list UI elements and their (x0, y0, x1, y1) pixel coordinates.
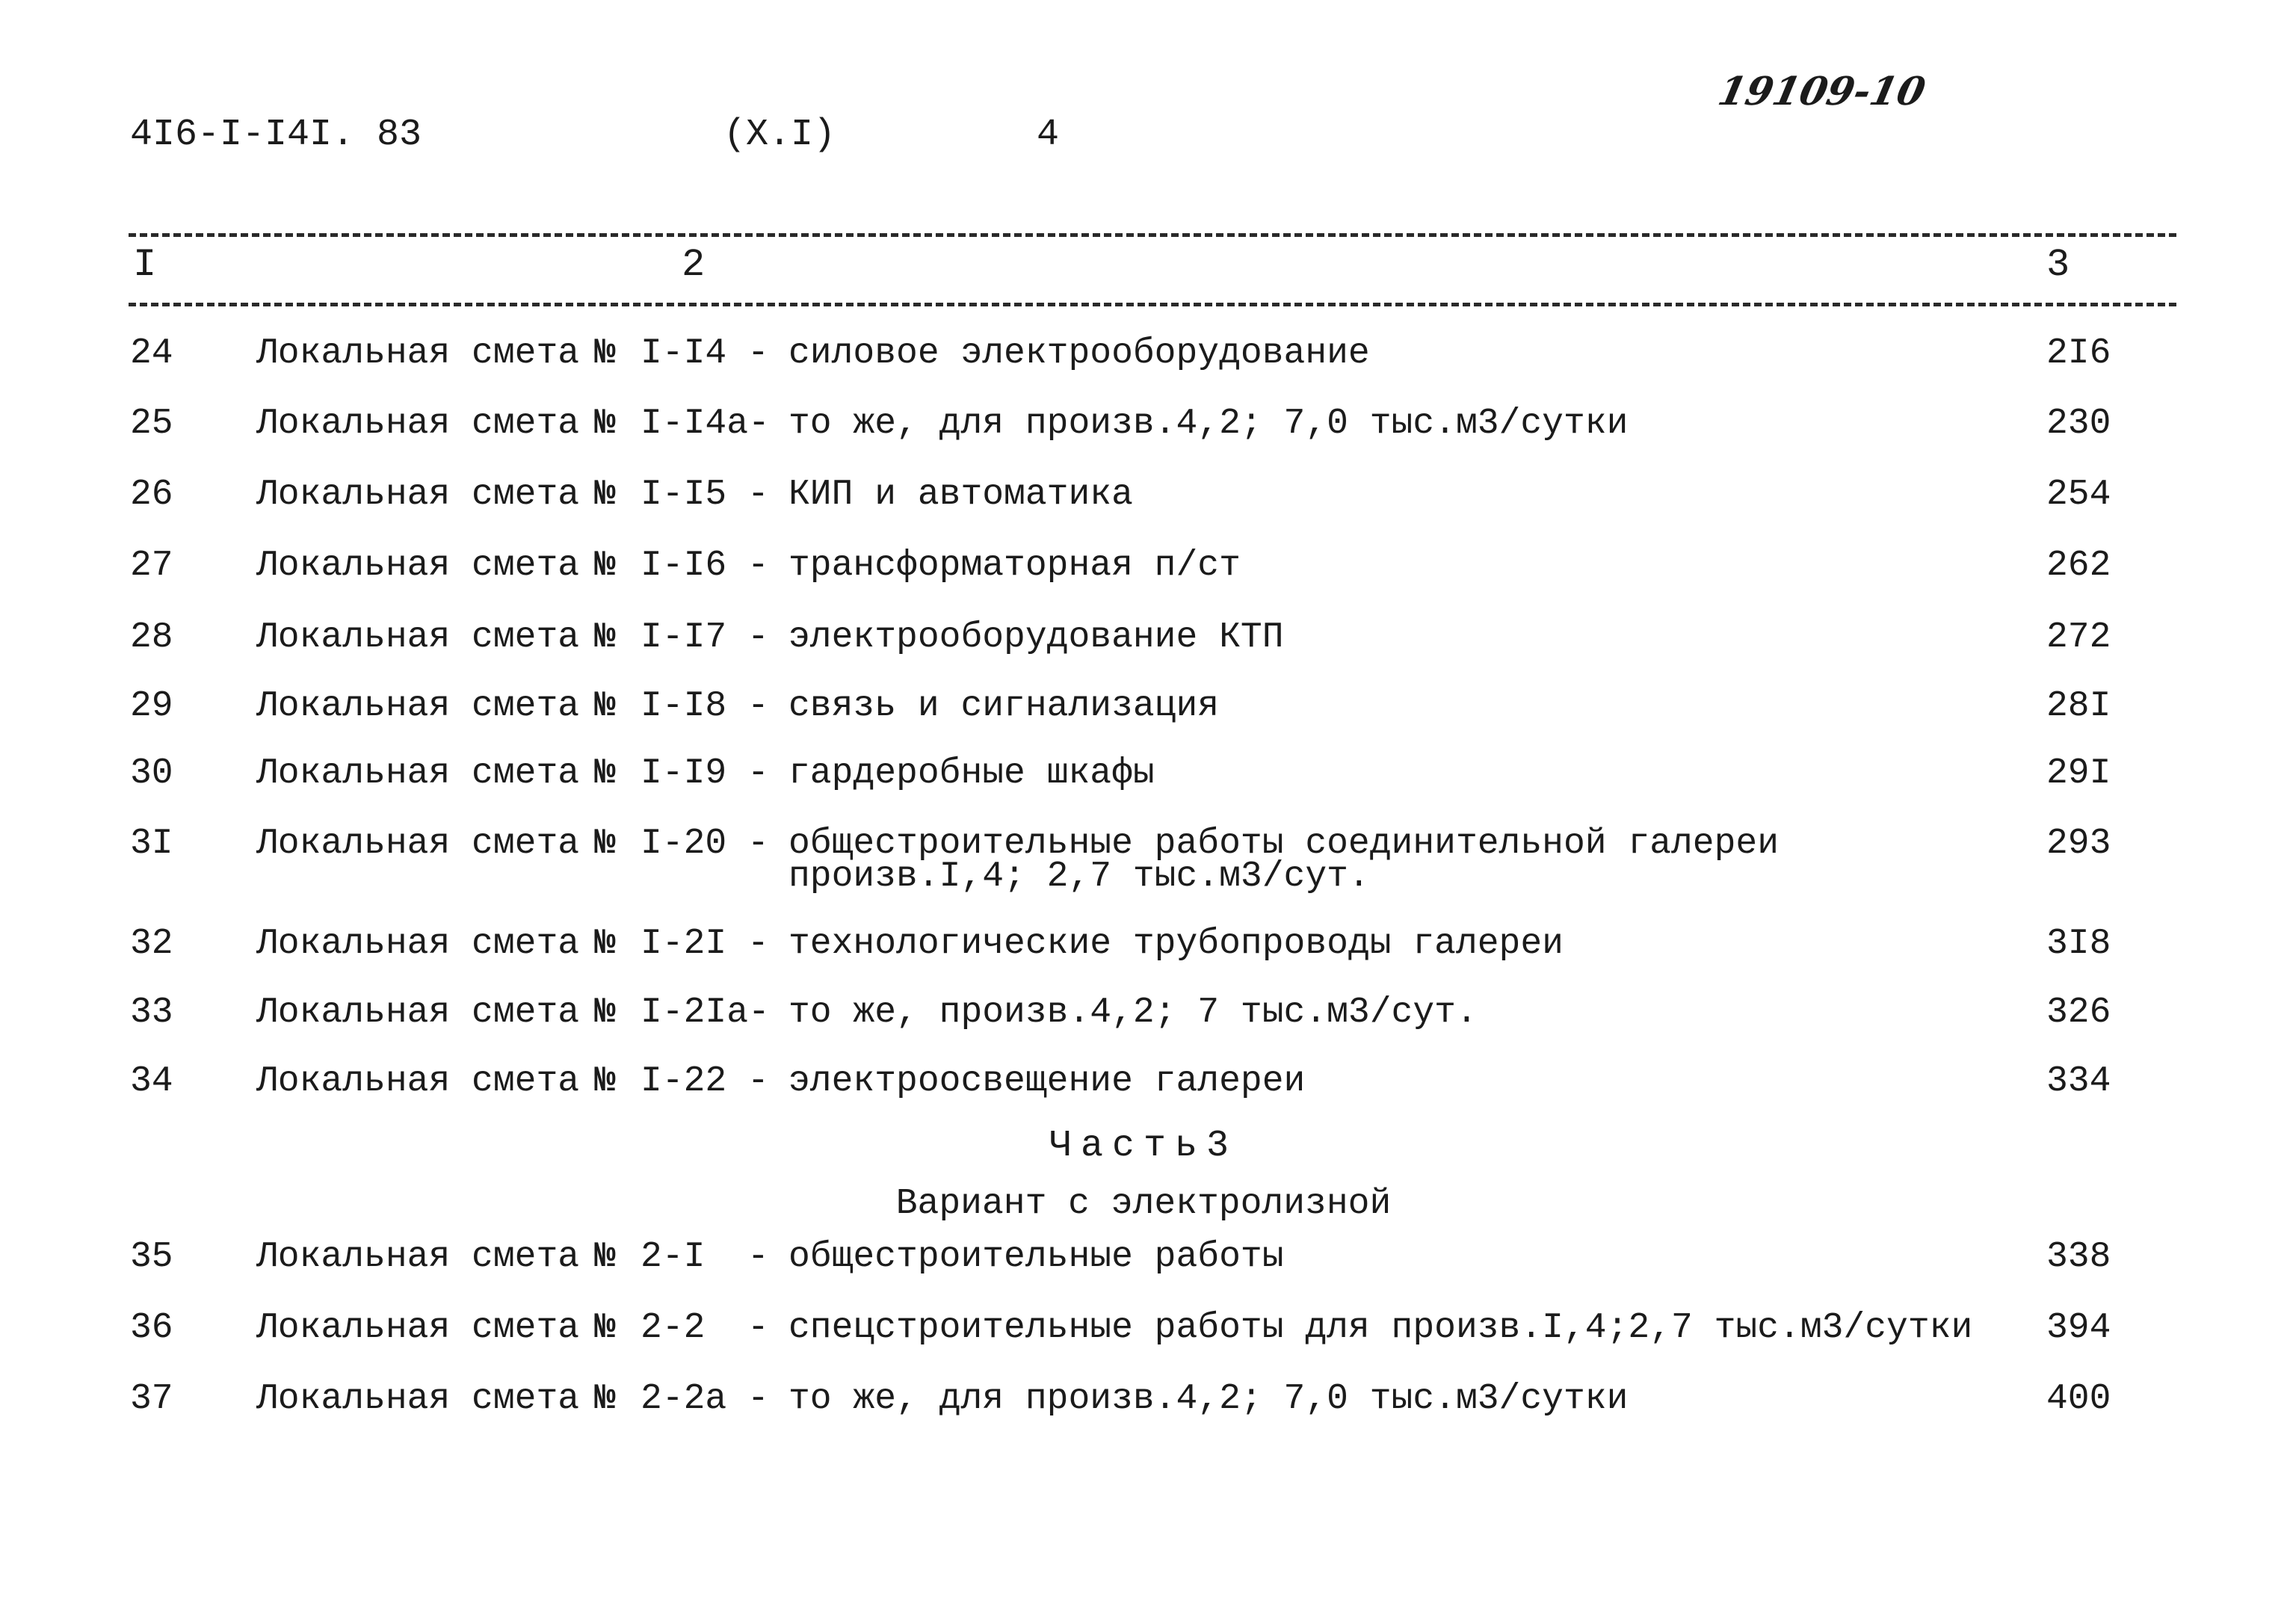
row-number: 25 (130, 404, 173, 444)
row-dash: - (747, 1061, 769, 1102)
estimate-number: I-I7 (641, 617, 727, 658)
row-label: Локальная смета (256, 617, 580, 658)
row-description-continuation: произв.I,4; 2,7 тыс.м3/сут. (788, 856, 1370, 897)
table-row (0, 1237, 2287, 1304)
table-row (0, 686, 2287, 753)
row-number: 35 (130, 1237, 173, 1277)
row-page: 262 (2046, 546, 2111, 586)
row-label: Локальная смета (256, 686, 580, 726)
row-label: Локальная смета (256, 1061, 580, 1102)
row-number: 26 (130, 475, 173, 515)
table-row (0, 824, 2287, 913)
table-row (0, 1379, 2287, 1446)
estimate-number: 2-2а (641, 1379, 727, 1419)
row-dash: - (747, 924, 769, 964)
row-description: спецстроительные работы для произв.I,4;2,7 тыс.м3/сутки (788, 1308, 1973, 1348)
estimate-number: I-I8 (641, 686, 727, 726)
row-label: Локальная смета (256, 1308, 580, 1348)
row-label: Локальная смета (256, 992, 580, 1033)
row-number: 33 (130, 992, 173, 1033)
section-code: (X.I) (723, 114, 836, 156)
number-sign: № (594, 753, 616, 794)
row-description: гардеробные шкафы (788, 753, 1155, 794)
row-description: то же, произв.4,2; 7 тыс.м3/сут. (788, 992, 1478, 1033)
table-row (0, 475, 2287, 542)
row-page: 230 (2046, 404, 2111, 444)
row-dash: - (747, 475, 769, 515)
row-page: 326 (2046, 992, 2111, 1033)
row-description: связь и сигнализация (788, 686, 1220, 726)
table-row (0, 924, 2287, 991)
row-description: технологические трубопроводы галереи (788, 924, 1564, 964)
number-sign: № (594, 992, 616, 1033)
number-sign: № (594, 1379, 616, 1419)
row-number: 27 (130, 546, 173, 586)
row-description: то же, для произв.4,2; 7,0 тыс.м3/сутки (788, 1379, 1629, 1419)
row-dash: - (747, 753, 769, 794)
number-sign: № (594, 546, 616, 586)
number-sign: № (594, 404, 616, 444)
row-number: 34 (130, 1061, 173, 1102)
row-description: общестроительные работы (788, 1237, 1284, 1277)
row-dash: - (747, 824, 769, 864)
estimate-number: I-I6 (641, 546, 727, 586)
row-page: 2I6 (2046, 333, 2111, 374)
row-label: Локальная смета (256, 924, 580, 964)
row-label: Локальная смета (256, 333, 580, 374)
estimate-number: I-I5 (641, 475, 727, 515)
estimate-number: I-2Iа- (641, 992, 770, 1033)
table-row (0, 546, 2287, 613)
row-description: КИП и автоматика (788, 475, 1133, 515)
table-row (0, 617, 2287, 685)
number-sign: № (594, 617, 616, 658)
row-number: 29 (130, 686, 173, 726)
row-dash: - (747, 333, 769, 374)
row-page: 400 (2046, 1379, 2111, 1419)
column-1-header: I (133, 243, 157, 287)
row-page: 254 (2046, 475, 2111, 515)
row-number: 28 (130, 617, 173, 658)
number-sign: № (594, 475, 616, 515)
row-description: электроосвещение галереи (788, 1061, 1306, 1102)
row-page: 29I (2046, 753, 2111, 794)
row-page: 272 (2046, 617, 2111, 658)
row-description: то же, для произв.4,2; 7,0 тыс.м3/сутки (788, 404, 1629, 444)
row-number: 24 (130, 333, 173, 374)
row-page: 338 (2046, 1237, 2111, 1277)
estimate-number: I-I4 (641, 333, 727, 374)
row-dash: - (747, 1308, 769, 1348)
number-sign: № (594, 1061, 616, 1102)
number-sign: № (594, 1237, 616, 1277)
estimate-number: 2-2 (641, 1308, 706, 1348)
row-label: Локальная смета (256, 1237, 580, 1277)
row-dash: - (747, 686, 769, 726)
table-row (0, 1061, 2287, 1129)
number-sign: № (594, 686, 616, 726)
number-sign: № (594, 924, 616, 964)
row-dash: - (747, 546, 769, 586)
table-row (0, 992, 2287, 1060)
row-number: 37 (130, 1379, 173, 1419)
row-page: 3I8 (2046, 924, 2111, 964)
row-dash: - (747, 1237, 769, 1277)
row-page: 394 (2046, 1308, 2111, 1348)
row-number: 32 (130, 924, 173, 964)
document-code: 4I6-I-I4I. 83 (130, 114, 422, 156)
number-sign: № (594, 1308, 616, 1348)
row-description: общестроительные работы соединительной галереи (788, 824, 1780, 864)
estimate-number: I-20 (641, 824, 727, 864)
header-bottom-rule (129, 303, 2176, 306)
row-description: электрооборудование КТП (788, 617, 1284, 658)
column-2-header: 2 (682, 243, 706, 287)
row-label: Локальная смета (256, 546, 580, 586)
row-number: 30 (130, 753, 173, 794)
row-dash: - (747, 617, 769, 658)
page-number: 4 (1037, 114, 1060, 156)
row-page: 293 (2046, 824, 2111, 864)
row-page: 334 (2046, 1061, 2111, 1102)
part-title: Часть3 (1049, 1125, 1238, 1167)
handwritten-note: 19109-10 (1714, 69, 1930, 114)
row-label: Локальная смета (256, 404, 580, 444)
header-top-rule (129, 233, 2176, 237)
row-number: 3I (130, 824, 173, 864)
estimate-number: I-22 (641, 1061, 727, 1102)
estimate-number: 2-I (641, 1237, 706, 1277)
column-3-header: 3 (2046, 243, 2070, 287)
row-description: трансформаторная п/ст (788, 546, 1241, 586)
estimate-number: I-I4а- (641, 404, 770, 444)
estimate-number: I-I9 (641, 753, 727, 794)
row-label: Локальная смета (256, 824, 580, 864)
row-label: Локальная смета (256, 753, 580, 794)
row-dash: - (747, 1379, 769, 1419)
row-number: 36 (130, 1308, 173, 1348)
table-row (0, 1308, 2287, 1375)
row-label: Локальная смета (256, 475, 580, 515)
table-row (0, 333, 2287, 401)
number-sign: № (594, 824, 616, 864)
row-page: 28I (2046, 686, 2111, 726)
row-label: Локальная смета (256, 1379, 580, 1419)
estimate-number: I-2I (641, 924, 727, 964)
table-row (0, 404, 2287, 471)
number-sign: № (594, 333, 616, 374)
part-subtitle: Вариант с электролизной (895, 1184, 1392, 1224)
row-description: силовое электрооборудование (788, 333, 1370, 374)
table-row (0, 753, 2287, 821)
